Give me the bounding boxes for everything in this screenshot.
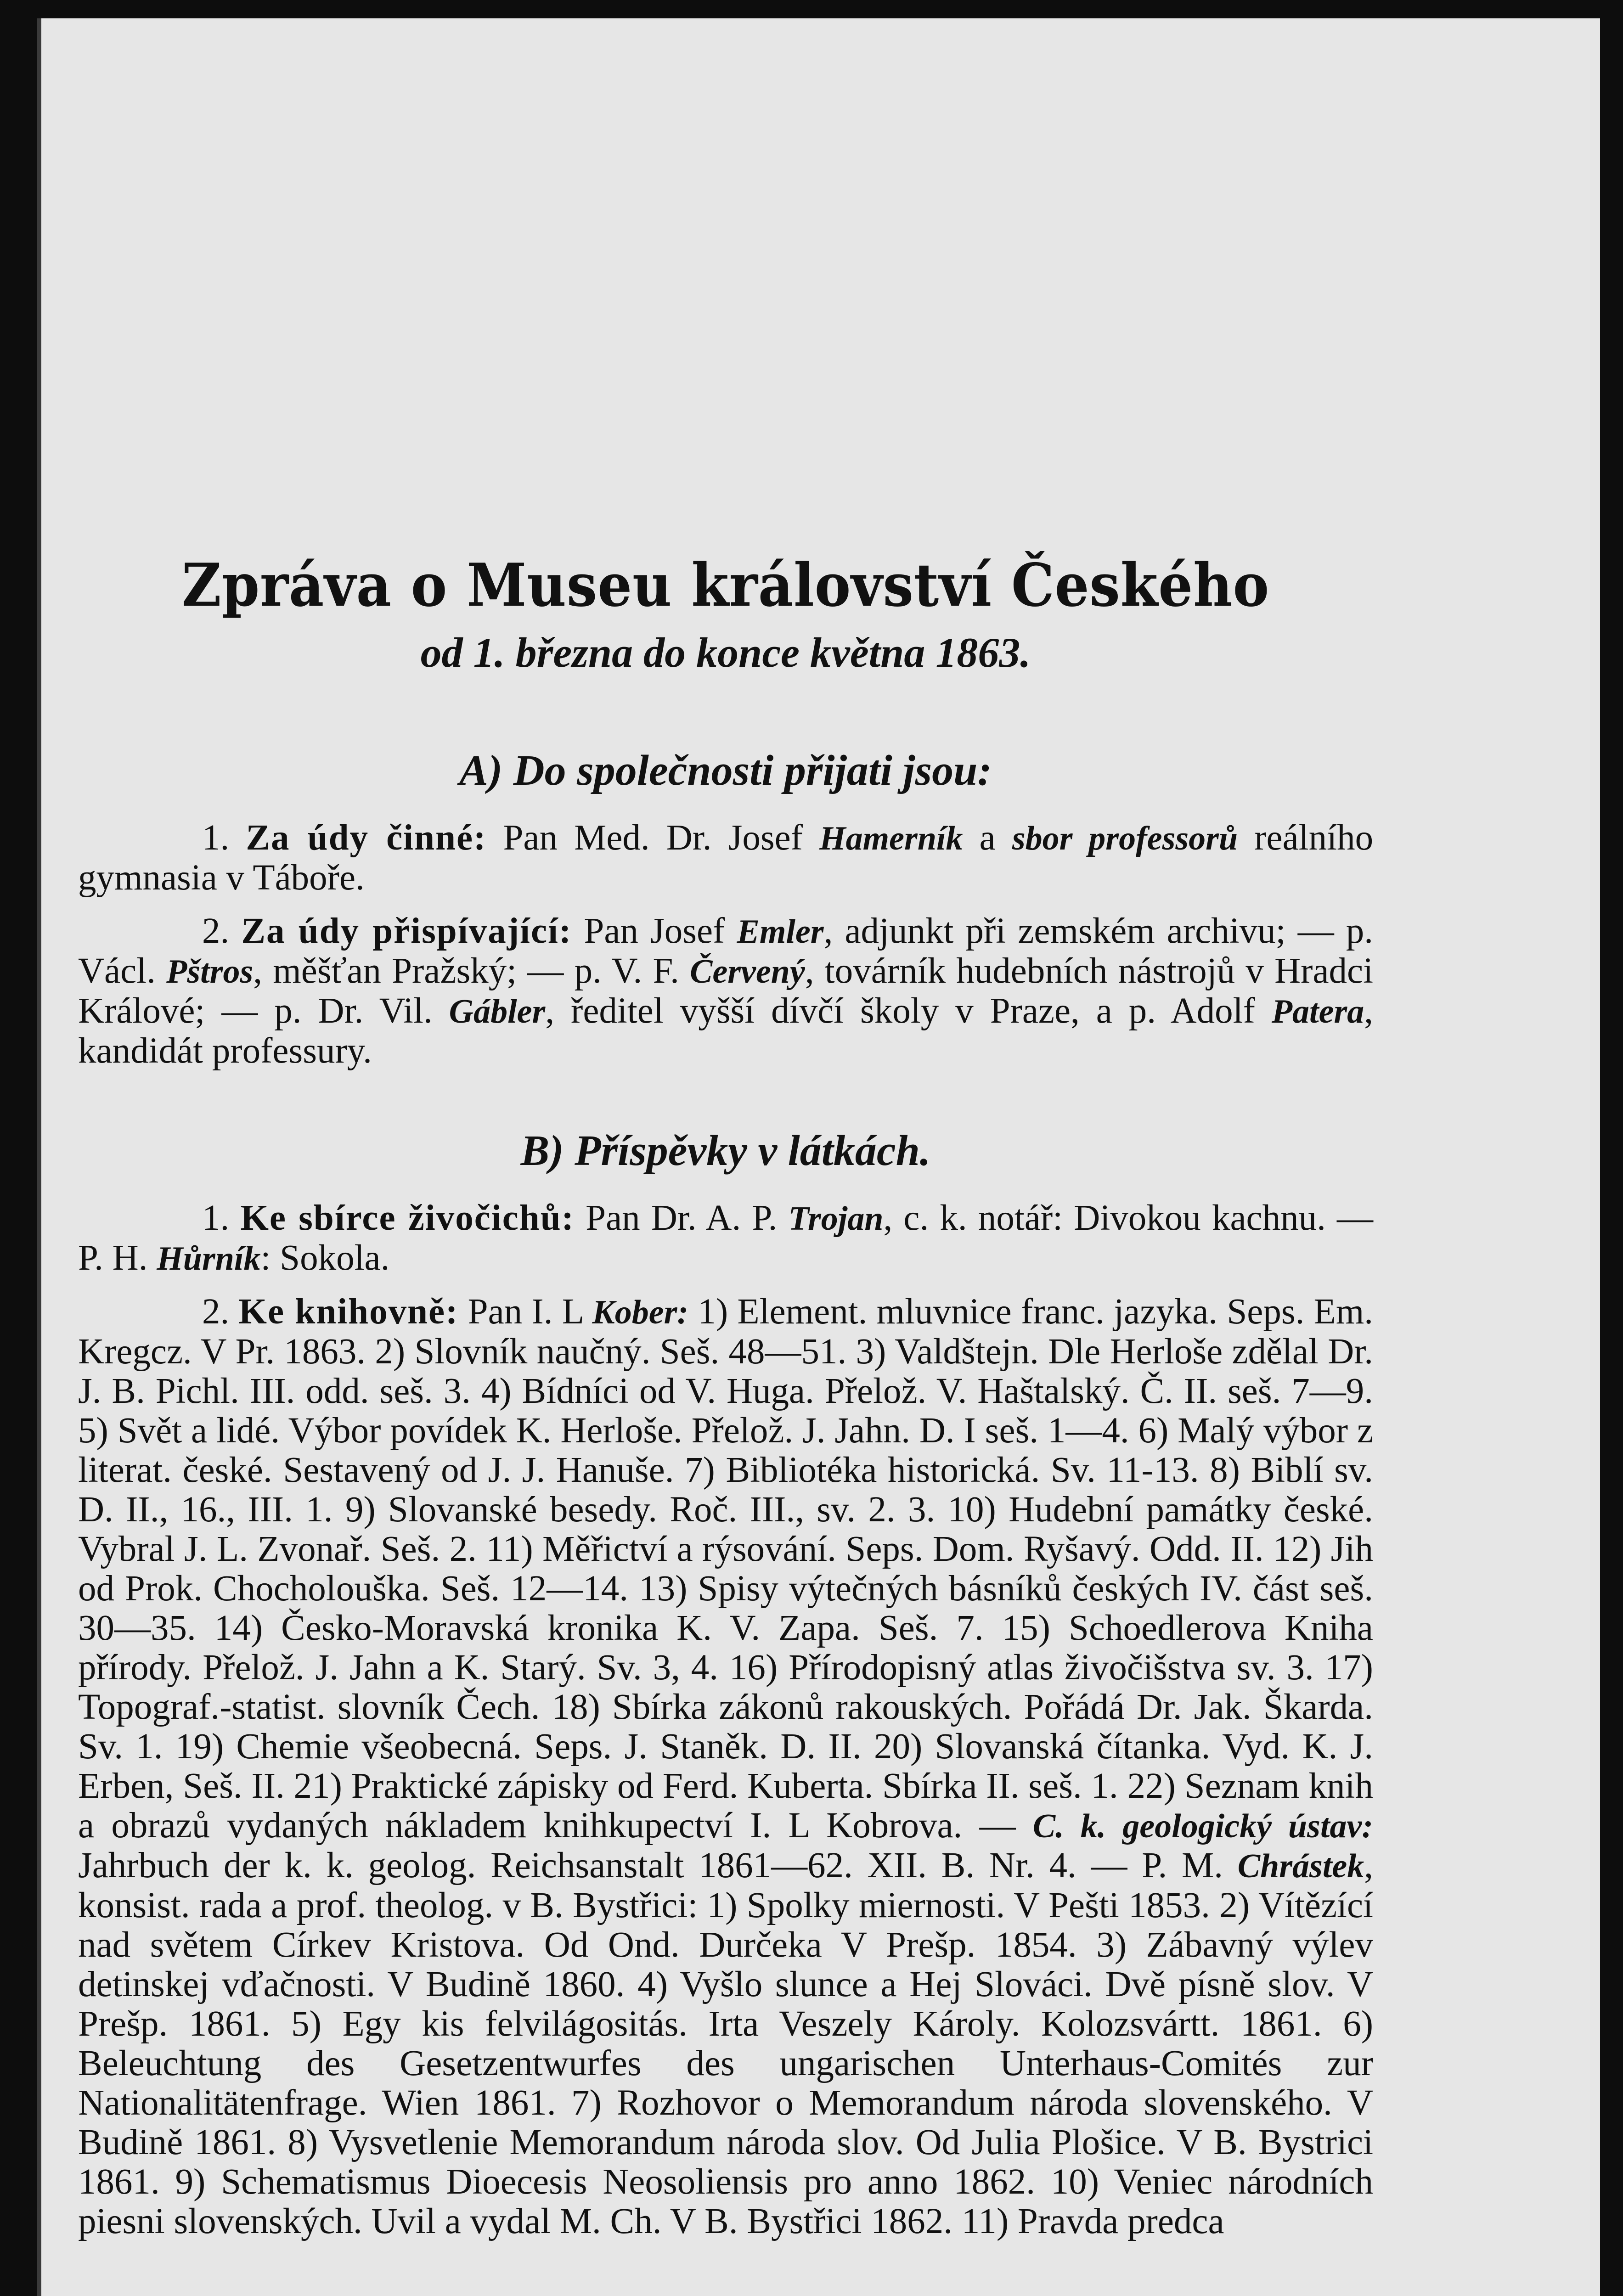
person-name: Patera (1271, 993, 1364, 1030)
institution-name: C. k. geologický ústav: (1032, 1807, 1374, 1845)
item-number: 2. (202, 911, 230, 951)
report-title: Zpráva o Museu království Českého (181, 551, 1270, 620)
person-name: Gábler (449, 993, 546, 1030)
person-name: Kober: (592, 1294, 689, 1331)
report-body (78, 551, 1373, 2241)
item-label: Ke knihovně: (238, 1292, 459, 1332)
person-name: Emler (737, 913, 824, 951)
item-number: 1. (202, 818, 230, 858)
person-name: Trojan (788, 1200, 884, 1238)
section-b-item-2: 2. Ke knihovně: Pan I. L Kober: 1) Element. mluvnice franc. jazyka. Seps. Em. Kregcz. V Pr. 1863. 2) Slovník naučný. Seš. 48—51. 3) Valdštejn. Dle Herloše zdělal Dr. J. B. Pichl. III. odd. seš. 3. 4) Bídníci od V. Huga. Přelož. V. Haštalský. Č. II. seš. 7—9. 5) Svět a lidé. Výbor povídek K. Herloše. Přelož. J. Jahn. D. I seš. 1—4. 6) Malý výbor z literat. české. Sestavený od J. J. Hanuše. 7) Bibliotéka historická. Sv. 11-13. 8) Biblí sv. D. II., 16., III. 1. 9) Slovanské besedy. Roč. III., sv. 2. 3. 10) Hudební památky české. Vybral J. L. Zvonař. Seš. 2. 11) Měřictví a rýsování. Seps. Dom. Ryšavý. Odd. II. 12) Jih od Prok. Chocholouška. Seš. 12—14. 13) Spisy výtečných básníků českých IV. část seš. 30—35. 14) Česko-Moravská kronika K. V. Zapa. Seš. 7. 15) Schoedlerova Kniha přírody. Přelož. J. Jahn a K. Starý. Sv. 3, 4. 16) Přírodopisný atlas živočišstva sv. 3. 17) Topograf.-statist. slovník Čech. 18) Sbírka zákonů rakouských. Pořádá Dr. Jak. Škarda. Sv. 1. 19) Chemie všeobecná. Seps. J. Staněk. D. II. 20) Slovanská čítanka. Vyd. K. J. Erben, Seš. II. 21) Praktické zápisky od Ferd. Kuberta. Sbírka II. seš. 1. 22) Seznam knih a obrazů vydaných nákladem knihkupectví I. L Kobrova. — C. k. geologický ústav: Jahrbuch der k. k. geolog. Reichsanstalt 1861—62. XII. B. Nr. 4. — P. M. Chrástek, konsist. rada a prof. theolog. v B. Bystřici: 1) Spolky miernosti. V Pešti 1853. 2) Vítězící nad světem Církev Kristova. Od Ond. Durčeka V Prešp. 1854. 3) Zábavný výlev detinskej vďačnosti. V Budině 1860. 4) Vyšlo slunce a Hej Slováci. Dvě písně slov. V Prešp. 1861. 5) Egy kis felvilágositás. Irta Veszely Károly. Kolozsvártt. 1861. 6) Beleuchtung des Gesetzentwurfes des ungarischen Unterhaus-Comités zur Nationalitätenfrage. Wien 1861. 7) Rozhovor o Memorandum národa slovenského. V Budině 1861. 8) Vysvetlenie Memorandum národa slov. Od Julia Plošice. V B. Bystrici 1861. 9) Schematismus Dioecesis Neosoliensis pro anno 1862. 10) Veniec národních piesni slovenských. Uvil a vydal M. Ch. V B. Bystřici 1862. 11) Pravda predca (78, 1292, 1374, 2241)
section-a-item-2: 2. Za údy přispívající: Pan Josef Emler, adjunkt při zemském archivu; — p. Václ. Pštros, měšťan Pražský; — p. V. F. Červený, továrník hudebních nástrojů v Hradci Králové; — p. Dr. Vil. Gábler, ředitel vyšší dívčí školy v Praze, a p. Adolf Patera, kandidát professury. (78, 911, 1374, 1071)
person-name: Chrástek (1237, 1847, 1364, 1885)
report-subtitle: od 1. března do konce května 1863. (420, 629, 1031, 676)
item-label: Za údy přispívající: (241, 911, 572, 951)
bleed-through-running-head (693, 138, 831, 156)
section-b-heading: B) Příspěvky v látkách. (520, 1127, 931, 1175)
item-number: 1. (202, 1198, 230, 1238)
item-label: Za údy činné: (246, 818, 487, 858)
person-name: Hamerník (819, 820, 963, 857)
person-name: Hůrník (157, 1240, 261, 1277)
item-label: Ke sbírce živočichů: (240, 1198, 575, 1238)
item-number: 2. (202, 1292, 230, 1332)
section-a-item-1: 1. Za údy činné: Pan Med. Dr. Josef Hamerník a sbor professorů reálního gymnasia v Táboře. (78, 818, 1374, 898)
section-b-item-1: 1. Ke sbírce živočichů: Pan Dr. A. P. Trojan, c. k. notář: Divokou kachnu. — P. H. Hůrník: Sokola. (78, 1198, 1374, 1278)
section-a-heading: A) Do společnosti přijati jsou: (459, 747, 992, 794)
person-name: Pštros (166, 953, 254, 990)
person-name: Červený (690, 953, 805, 990)
institution-name: sbor professorů (1012, 820, 1238, 857)
